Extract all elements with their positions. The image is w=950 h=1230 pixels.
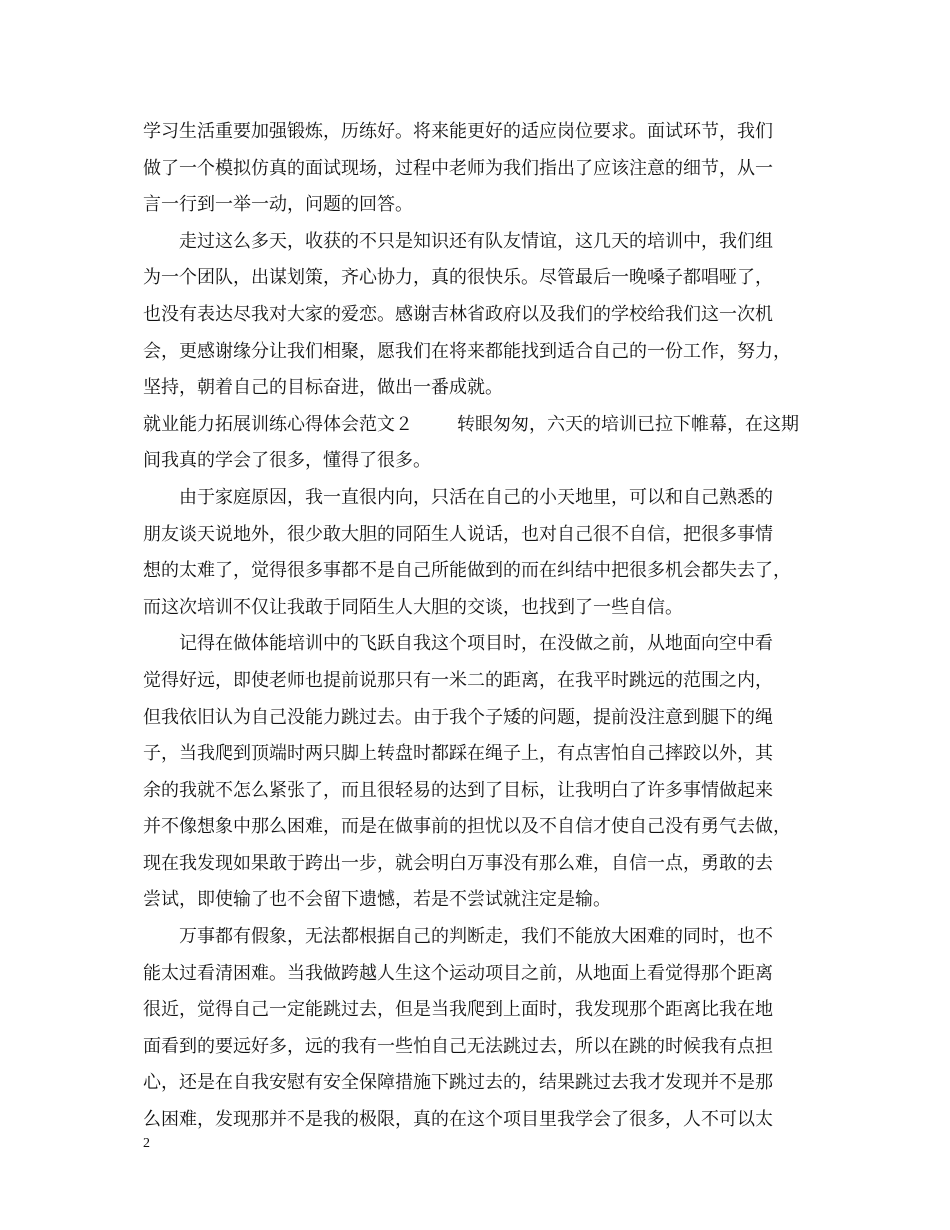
text-line: 心，还是在自我安慰有安全保障措施下跳过去的，结果跳过去我才发现并不是那 [143,1072,773,1094]
text-line: 学习生活重要加强锻炼，历练好。将来能更好的适应岗位要求。面试环节，我们 [143,121,773,142]
text-line: 想的太难了，觉得很多事都不是自己所能做到的而在纠结中把很多机会都失去了， [143,560,791,582]
paragraph-block-1 [143,114,823,407]
text-line: 余的我就不怎么紧张了，而且很轻易的达到了目标，让我明白了许多事情做起来 [143,779,773,801]
text-line: 能太过看清困难。当我做跨越人生这个运动项目之前，从地面上看觉得那个距离 [143,962,773,984]
section-heading-line [143,407,823,444]
text-line: 但我依旧认为自己没能力跳过去。由于我个子矮的问题，提前没注意到腿下的绳 [143,706,773,728]
text-line: 面看到的要远好多，远的我有一些怕自己无法跳过去，所以在跳的时候我有点担 [143,1035,773,1057]
text-line: 现在我发现如果敢于跨出一步，就会明白万事没有那么难，自信一点，勇敢的去 [143,852,773,874]
heading-continuation: 转眼匆匆，六天的培训已拉下帷幕，在这期 [457,413,799,435]
text-line: 坚持，朝着自己的目标奋进，做出一番成就。 [143,377,503,399]
page-number: 2 [143,1136,150,1151]
section-heading: 就业能力拓展训练心得体会范文２ [143,413,413,435]
text-line: 而这次培训不仅让我敢于同陌生人大胆的交谈，也找到了一些自信。 [143,596,683,618]
document-body [143,114,823,1139]
text-line: 并不像想象中那么困难，而是在做事前的担忧以及不自信才使自己没有勇气去做， [143,816,791,838]
text-line: 走过这么多天，收获的不只是知识还有队友情谊，这几天的培训中，我们组 [179,230,773,252]
text-line: 很近，觉得自己一定能跳过去，但是当我爬到上面时，我发现那个距离比我在地 [143,999,773,1021]
text-line: 言一行到一举一动，问题的回答。 [143,194,413,216]
paragraph-block-2 [143,443,823,1138]
text-line: 记得在做体能培训中的飞跃自我这个项目时，在没做之前，从地面向空中看 [179,633,773,655]
text-line: 朋友谈天说地外，很少敢大胆的同陌生人说话，也对自己很不自信，把很多事情 [143,523,773,545]
text-line: 会，更感谢缘分让我们相聚，愿我们在将来都能找到适合自己的一份工作，努力， [143,340,791,362]
text-line: 也没有表达尽我对大家的爱恋。感谢吉林省政府以及我们的学校给我们这一次机 [143,303,773,325]
text-line: 万事都有假象，无法都根据自己的判断走，我们不能放大困难的同时，也不 [179,926,773,948]
text-line: 做了一个模拟仿真的面试现场，过程中老师为我们指出了应该注意的细节，从一 [143,157,773,179]
text-line: 么困难，发现那并不是我的极限，真的在这个项目里我学会了很多，人不可以太 [143,1109,773,1131]
text-line: 子，当我爬到顶端时两只脚上转盘时都踩在绳子上，有点害怕自己摔跤以外，其 [143,743,773,765]
text-line: 觉得好远，即使老师也提前说那只有一米二的距离，在我平时跳远的范围之内， [143,669,773,691]
text-line: 为一个团队，出谋划策，齐心协力，真的很快乐。尽管最后一晚嗓子都唱哑了， [143,267,773,289]
text-line: 尝试，即使输了也不会留下遗憾，若是不尝试就注定是输。 [143,889,611,911]
text-line: 由于家庭原因，我一直很内向，只活在自己的小天地里，可以和自己熟悉的 [179,486,773,508]
text-line: 间我真的学会了很多，懂得了很多。 [143,450,431,472]
